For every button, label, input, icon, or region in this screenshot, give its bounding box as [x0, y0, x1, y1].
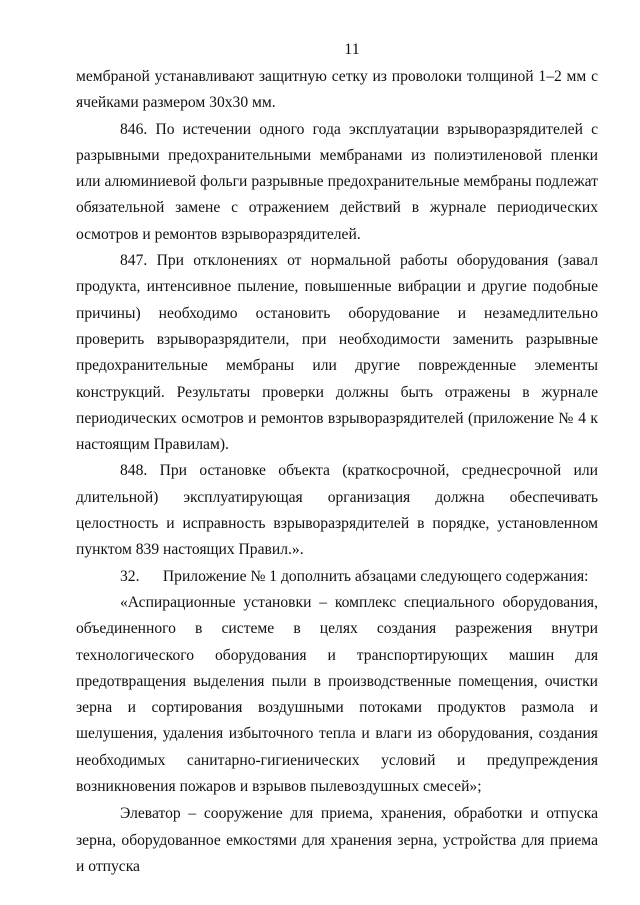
paragraph-846: 846. По истечении одного года эксплуатации взрыворазрядителей с разрывными предохранительными мембранами из полиэтиленовой пленки или алюминиевой фольги разрывные предохранительные мембраны подлежат обязательной замене с отражением действий в журнале периодических осмотров и ремонтов взрыворазрядителей. — [76, 120, 598, 243]
paragraph-848: 848. При остановке объекта (краткосрочной, среднесрочной или длительной) эксплуатирующая организация должна обеспечивать целостность и исправность взрыворазрядителей в порядке, установленном пунктом 839 настоящих Правил.». — [76, 462, 598, 559]
paragraph-elevator-definition: Элеватор – сооружение для приема, хранения, обработки и отпуска зерна, оборудованное емкостями для хранения зерна, устройства для приема и отпуска — [76, 805, 598, 875]
paragraph-aspiration-definition: «Аспирационные установки – комплекс специального оборудования, объединенного в системе в целях создания разрежения внутри технологического оборудования и транспортирующих машин для предотвращения выделения пыли в производственные помещения, очистки зерна и сортирования воздушными потоками продуктов размола и шелушения, удаления избыточного тепла и влаги из оборудования, создания необходимых санитарно-гигиенических условий и предупреждения возникновения пожаров и взрывов пылевоздушных смесей»; — [76, 593, 598, 796]
paragraph-847: 847. При отклонениях от нормальной работы оборудования (завал продукта, интенсивное пыление, повышенные вибрации и другие подобные причины) необходимо остановить оборудование и незамедлительно проверить взрыворазрядители, при необходимости заменить разрывные предохранительные мембраны или другие поврежденные элементы конструкций. Результаты проверки должны быть отражены в журнале периодических осмотров и ремонтов взрыворазрядителей (приложение № 4 к настоящим Правилам). — [76, 252, 598, 454]
page-number: 11 — [344, 41, 360, 58]
paragraph-continuation: мембраной устанавливают защитную сетку из проволоки толщиной 1–2 мм с ячейками размером 30х30 мм. — [76, 68, 598, 112]
paragraph-item-32: 32. Приложение № 1 дополнить абзацами следующего содержания: — [120, 567, 589, 585]
